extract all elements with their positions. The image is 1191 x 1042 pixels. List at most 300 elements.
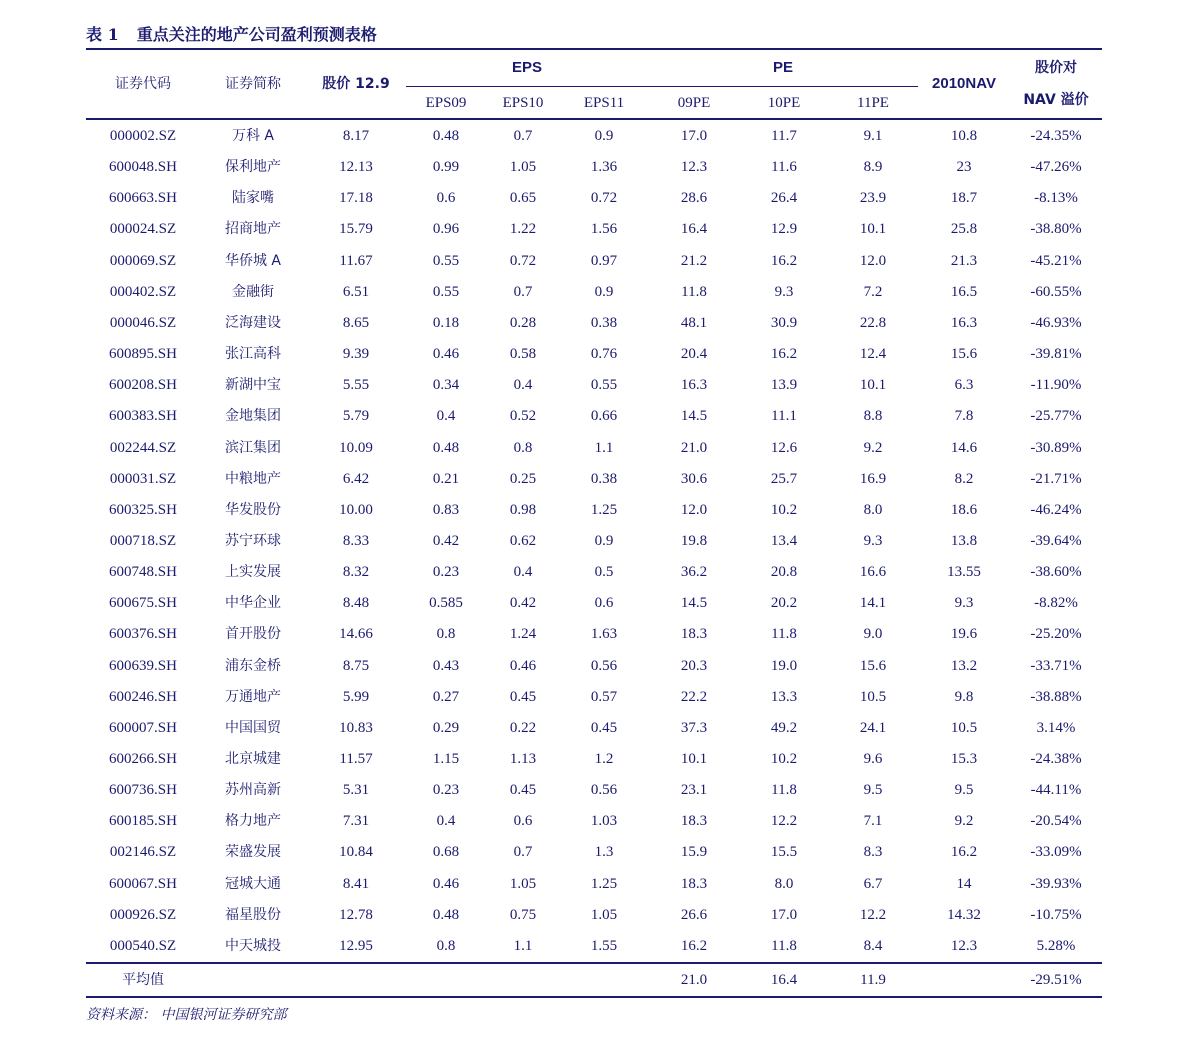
cell-pe10: 19.0 xyxy=(770,658,798,674)
average-pe09: 21.0 xyxy=(680,972,708,988)
cell-pe10: 11.1 xyxy=(771,408,797,424)
cell-pe11: 7.2 xyxy=(863,284,883,300)
cell-code: 600185.SH xyxy=(109,813,177,829)
cell-name: 冠城大通 xyxy=(225,876,281,892)
cell-eps10: 0.4 xyxy=(513,377,533,393)
cell-name: 苏宁环球 xyxy=(225,533,281,549)
cell-premium: 3.14% xyxy=(1036,720,1076,736)
cell-pe09: 17.0 xyxy=(680,128,708,144)
cell-eps09: 0.8 xyxy=(436,626,456,642)
cell-eps11: 1.03 xyxy=(590,813,618,829)
cell-pe11: 10.1 xyxy=(859,377,887,393)
cell-eps10: 0.4 xyxy=(513,564,533,580)
header-eps09: EPS09 xyxy=(425,95,467,111)
cell-name: 福星股份 xyxy=(225,907,281,923)
cell-eps11: 0.9 xyxy=(594,128,614,144)
cell-pe09: 12.3 xyxy=(680,159,708,175)
cell-pe10: 12.9 xyxy=(770,221,798,237)
cell-eps11: 0.38 xyxy=(590,315,618,331)
cell-eps09: 0.99 xyxy=(432,159,460,175)
header-eps-group: EPS xyxy=(511,59,542,76)
cell-premium: -46.24% xyxy=(1030,502,1082,518)
cell-premium: -33.09% xyxy=(1030,844,1082,860)
table-title xyxy=(86,22,377,45)
cell-code: 600246.SH xyxy=(109,689,177,705)
cell-eps09: 0.23 xyxy=(432,782,460,798)
cell-pe11: 9.0 xyxy=(863,626,883,642)
cell-code: 000031.SZ xyxy=(109,471,177,487)
cell-eps11: 1.05 xyxy=(590,907,618,923)
cell-code: 600639.SH xyxy=(109,658,177,674)
cell-nav: 18.6 xyxy=(950,502,978,518)
cell-price: 5.31 xyxy=(342,782,370,798)
cell-eps11: 0.6 xyxy=(594,595,614,611)
cell-pe09: 18.3 xyxy=(680,813,708,829)
cell-nav: 7.8 xyxy=(954,408,974,424)
cell-name: 金地集团 xyxy=(225,408,281,424)
cell-eps09: 0.43 xyxy=(432,658,460,674)
average-label: 平均值 xyxy=(122,972,164,988)
cell-price: 14.66 xyxy=(339,626,373,642)
cell-code: 600376.SH xyxy=(109,626,177,642)
cell-name: 万通地产 xyxy=(225,689,281,705)
average-pe10: 16.4 xyxy=(770,972,798,988)
cell-pe09: 14.5 xyxy=(680,595,708,611)
cell-eps09: 0.48 xyxy=(432,128,460,144)
cell-eps10: 0.52 xyxy=(509,408,537,424)
cell-price: 5.55 xyxy=(342,377,370,393)
cell-price: 10.00 xyxy=(339,502,373,518)
cell-pe11: 15.6 xyxy=(859,658,887,674)
cell-eps09: 0.55 xyxy=(432,284,460,300)
cell-premium: -38.60% xyxy=(1030,564,1082,580)
cell-pe09: 12.0 xyxy=(680,502,708,518)
cell-code: 600266.SH xyxy=(109,751,177,767)
cell-code: 600048.SH xyxy=(109,159,177,175)
cell-code: 600067.SH xyxy=(109,876,177,892)
cell-premium: -38.88% xyxy=(1030,689,1082,705)
average-premium: -29.51% xyxy=(1030,972,1082,988)
cell-code: 600007.SH xyxy=(109,720,177,736)
cell-code: 600895.SH xyxy=(109,346,177,362)
cell-eps10: 0.45 xyxy=(509,689,537,705)
cell-nav: 18.7 xyxy=(950,190,978,206)
cell-pe11: 24.1 xyxy=(859,720,887,736)
cell-pe11: 8.4 xyxy=(863,938,883,954)
cell-pe11: 23.9 xyxy=(859,190,887,206)
cell-price: 10.84 xyxy=(339,844,373,860)
cell-eps10: 0.58 xyxy=(509,346,537,362)
cell-price: 10.09 xyxy=(339,440,373,456)
cell-nav: 23 xyxy=(956,159,972,175)
cell-name: 万科 A xyxy=(231,128,275,144)
cell-nav: 9.2 xyxy=(954,813,974,829)
cell-pe11: 9.3 xyxy=(863,533,883,549)
cell-premium: -45.21% xyxy=(1030,253,1082,269)
cell-pe09: 15.9 xyxy=(680,844,708,860)
cell-price: 8.48 xyxy=(342,595,370,611)
cell-pe11: 9.2 xyxy=(863,440,883,456)
average-top-rule xyxy=(86,962,1102,964)
cell-nav: 16.5 xyxy=(950,284,978,300)
cell-pe10: 16.2 xyxy=(770,253,798,269)
header-pe-group: PE xyxy=(772,59,793,76)
header-rule xyxy=(86,118,1102,120)
header-pe09: 09PE xyxy=(677,95,711,111)
cell-eps10: 0.62 xyxy=(509,533,537,549)
cell-pe09: 23.1 xyxy=(680,782,708,798)
cell-premium: -33.71% xyxy=(1030,658,1082,674)
cell-pe10: 16.2 xyxy=(770,346,798,362)
cell-eps11: 0.56 xyxy=(590,658,618,674)
cell-eps10: 1.24 xyxy=(509,626,537,642)
cell-pe10: 25.7 xyxy=(770,471,798,487)
cell-eps11: 0.45 xyxy=(590,720,618,736)
cell-nav: 21.3 xyxy=(950,253,978,269)
cell-eps11: 0.38 xyxy=(590,471,618,487)
cell-nav: 15.3 xyxy=(950,751,978,767)
header-premium-line2: NAV 溢价 xyxy=(1023,92,1089,108)
cell-nav: 16.3 xyxy=(950,315,978,331)
cell-nav: 14.6 xyxy=(950,440,978,456)
cell-nav: 13.2 xyxy=(950,658,978,674)
cell-price: 7.31 xyxy=(342,813,370,829)
cell-name: 张江高科 xyxy=(225,346,281,362)
cell-eps10: 1.13 xyxy=(509,751,537,767)
cell-pe09: 16.3 xyxy=(680,377,708,393)
cell-name: 陆家嘴 xyxy=(232,190,274,206)
header-pe10: 10PE xyxy=(767,95,801,111)
cell-pe11: 9.5 xyxy=(863,782,883,798)
cell-premium: -8.13% xyxy=(1034,190,1078,206)
cell-eps10: 0.28 xyxy=(509,315,537,331)
cell-eps11: 0.55 xyxy=(590,377,618,393)
cell-eps10: 0.7 xyxy=(513,284,533,300)
cell-premium: -24.38% xyxy=(1030,751,1082,767)
cell-pe09: 18.3 xyxy=(680,626,708,642)
cell-name: 保利地产 xyxy=(225,159,281,175)
cell-premium: -39.93% xyxy=(1030,876,1082,892)
cell-name: 北京城建 xyxy=(225,751,281,767)
header-pe11: 11PE xyxy=(857,95,889,111)
cell-pe09: 10.1 xyxy=(680,751,708,767)
cell-eps09: 0.585 xyxy=(429,595,463,611)
cell-eps09: 0.48 xyxy=(432,440,460,456)
cell-pe09: 19.8 xyxy=(680,533,708,549)
cell-code: 002146.SZ xyxy=(109,844,177,860)
cell-pe10: 11.8 xyxy=(771,626,797,642)
cell-eps10: 0.7 xyxy=(513,128,533,144)
cell-premium: -24.35% xyxy=(1030,128,1082,144)
source-note: 资料来源： 中国银河证券研究部 xyxy=(86,1007,287,1023)
cell-pe11: 9.1 xyxy=(863,128,883,144)
cell-eps09: 0.6 xyxy=(436,190,456,206)
cell-price: 5.99 xyxy=(342,689,370,705)
cell-eps11: 1.25 xyxy=(590,502,618,518)
cell-eps10: 1.05 xyxy=(509,876,537,892)
cell-pe10: 20.8 xyxy=(770,564,798,580)
cell-pe09: 37.3 xyxy=(680,720,708,736)
cell-name: 中国国贸 xyxy=(225,720,281,736)
cell-eps10: 0.8 xyxy=(513,440,533,456)
cell-code: 600675.SH xyxy=(109,595,177,611)
cell-code: 600663.SH xyxy=(109,190,177,206)
top-rule xyxy=(86,48,1102,50)
cell-premium: -38.80% xyxy=(1030,221,1082,237)
cell-pe11: 8.0 xyxy=(863,502,883,518)
cell-pe11: 16.6 xyxy=(859,564,887,580)
cell-eps10: 0.46 xyxy=(509,658,537,674)
cell-eps11: 1.55 xyxy=(590,938,618,954)
cell-nav: 9.3 xyxy=(954,595,974,611)
cell-code: 600748.SH xyxy=(109,564,177,580)
cell-pe09: 36.2 xyxy=(680,564,708,580)
table-number: 表 1 xyxy=(86,25,119,44)
cell-nav: 9.5 xyxy=(954,782,974,798)
cell-price: 8.33 xyxy=(342,533,370,549)
cell-eps11: 0.72 xyxy=(590,190,618,206)
cell-price: 9.39 xyxy=(342,346,370,362)
cell-eps09: 0.4 xyxy=(436,408,456,424)
cell-pe10: 12.2 xyxy=(770,813,798,829)
cell-name: 上实发展 xyxy=(225,564,281,580)
cell-nav: 10.5 xyxy=(950,720,978,736)
cell-pe11: 10.1 xyxy=(859,221,887,237)
cell-pe09: 48.1 xyxy=(680,315,708,331)
cell-pe11: 22.8 xyxy=(859,315,887,331)
cell-nav: 13.55 xyxy=(947,564,981,580)
cell-nav: 25.8 xyxy=(950,221,978,237)
cell-pe09: 28.6 xyxy=(680,190,708,206)
cell-price: 12.13 xyxy=(339,159,373,175)
cell-pe09: 22.2 xyxy=(680,689,708,705)
cell-pe09: 14.5 xyxy=(680,408,708,424)
cell-nav: 8.2 xyxy=(954,471,974,487)
cell-pe11: 12.0 xyxy=(859,253,887,269)
cell-premium: -44.11% xyxy=(1030,782,1082,798)
cell-premium: -25.20% xyxy=(1030,626,1082,642)
cell-pe10: 20.2 xyxy=(770,595,798,611)
header-price: 股价 12.9 xyxy=(322,76,390,92)
cell-pe10: 12.6 xyxy=(770,440,798,456)
cell-pe10: 13.9 xyxy=(770,377,798,393)
cell-name: 苏州高新 xyxy=(225,782,281,798)
cell-pe10: 11.6 xyxy=(771,159,797,175)
cell-premium: -60.55% xyxy=(1030,284,1082,300)
cell-pe09: 26.6 xyxy=(680,907,708,923)
cell-eps09: 0.21 xyxy=(432,471,460,487)
cell-eps10: 0.65 xyxy=(509,190,537,206)
cell-eps11: 1.2 xyxy=(594,751,614,767)
cell-pe10: 10.2 xyxy=(770,751,798,767)
cell-pe10: 10.2 xyxy=(770,502,798,518)
cell-nav: 10.8 xyxy=(950,128,978,144)
cell-name: 首开股份 xyxy=(225,626,281,642)
cell-eps11: 1.25 xyxy=(590,876,618,892)
cell-premium: -47.26% xyxy=(1030,159,1082,175)
cell-pe11: 9.6 xyxy=(863,751,883,767)
cell-eps10: 0.22 xyxy=(509,720,537,736)
cell-name: 招商地产 xyxy=(225,221,281,237)
header-eps10: EPS10 xyxy=(502,95,544,111)
cell-eps09: 0.27 xyxy=(432,689,460,705)
cell-pe10: 13.4 xyxy=(770,533,798,549)
cell-price: 11.67 xyxy=(339,253,373,269)
cell-price: 6.42 xyxy=(342,471,370,487)
cell-eps10: 1.1 xyxy=(513,938,533,954)
cell-eps10: 1.05 xyxy=(509,159,537,175)
cell-code: 002244.SZ xyxy=(109,440,177,456)
cell-price: 8.65 xyxy=(342,315,370,331)
cell-code: 000926.SZ xyxy=(109,907,177,923)
cell-premium: 5.28% xyxy=(1036,938,1076,954)
cell-premium: -11.90% xyxy=(1030,377,1082,393)
cell-eps11: 1.1 xyxy=(594,440,614,456)
cell-code: 000002.SZ xyxy=(109,128,177,144)
cell-pe11: 12.2 xyxy=(859,907,887,923)
cell-eps09: 0.68 xyxy=(432,844,460,860)
header-code: 证券代码 xyxy=(115,76,171,92)
cell-eps11: 0.57 xyxy=(590,689,618,705)
cell-pe10: 17.0 xyxy=(770,907,798,923)
cell-nav: 6.3 xyxy=(954,377,974,393)
cell-price: 12.95 xyxy=(339,938,373,954)
cell-price: 10.83 xyxy=(339,720,373,736)
cell-code: 000540.SZ xyxy=(109,938,177,954)
cell-eps11: 0.56 xyxy=(590,782,618,798)
pe-group-rule xyxy=(648,86,918,87)
cell-premium: -10.75% xyxy=(1030,907,1082,923)
cell-pe10: 13.3 xyxy=(770,689,798,705)
cell-eps10: 0.98 xyxy=(509,502,537,518)
cell-eps11: 0.5 xyxy=(594,564,614,580)
cell-pe10: 15.5 xyxy=(770,844,798,860)
cell-nav: 12.3 xyxy=(950,938,978,954)
bottom-rule xyxy=(86,996,1102,998)
cell-nav: 16.2 xyxy=(950,844,978,860)
cell-eps09: 0.29 xyxy=(432,720,460,736)
cell-pe10: 49.2 xyxy=(770,720,798,736)
cell-price: 5.79 xyxy=(342,408,370,424)
cell-nav: 13.8 xyxy=(950,533,978,549)
cell-price: 15.79 xyxy=(339,221,373,237)
cell-name: 格力地产 xyxy=(225,813,281,829)
cell-pe11: 16.9 xyxy=(859,471,887,487)
cell-premium: -46.93% xyxy=(1030,315,1082,331)
cell-eps10: 0.72 xyxy=(509,253,537,269)
cell-premium: -20.54% xyxy=(1030,813,1082,829)
cell-pe11: 10.5 xyxy=(859,689,887,705)
cell-name: 中粮地产 xyxy=(225,471,281,487)
cell-eps11: 1.3 xyxy=(594,844,614,860)
cell-pe11: 7.1 xyxy=(863,813,883,829)
cell-price: 12.78 xyxy=(339,907,373,923)
cell-eps09: 1.15 xyxy=(432,751,460,767)
cell-pe09: 20.4 xyxy=(680,346,708,362)
cell-eps09: 0.8 xyxy=(436,938,456,954)
cell-pe09: 21.2 xyxy=(680,253,708,269)
cell-price: 8.41 xyxy=(342,876,370,892)
cell-price: 8.75 xyxy=(342,658,370,674)
cell-premium: -25.77% xyxy=(1030,408,1082,424)
cell-nav: 14.32 xyxy=(947,907,981,923)
cell-eps09: 0.42 xyxy=(432,533,460,549)
cell-pe09: 11.8 xyxy=(681,284,707,300)
header-eps11: EPS11 xyxy=(583,95,625,111)
cell-price: 8.17 xyxy=(342,128,370,144)
cell-code: 000069.SZ xyxy=(109,253,177,269)
cell-nav: 9.8 xyxy=(954,689,974,705)
cell-code: 000046.SZ xyxy=(109,315,177,331)
cell-eps11: 0.97 xyxy=(590,253,618,269)
cell-pe09: 21.0 xyxy=(680,440,708,456)
cell-eps09: 0.18 xyxy=(432,315,460,331)
cell-eps10: 0.75 xyxy=(509,907,537,923)
cell-eps09: 0.23 xyxy=(432,564,460,580)
cell-price: 17.18 xyxy=(339,190,373,206)
cell-pe11: 14.1 xyxy=(859,595,887,611)
cell-price: 6.51 xyxy=(342,284,370,300)
cell-eps09: 0.55 xyxy=(432,253,460,269)
cell-eps09: 0.46 xyxy=(432,876,460,892)
cell-eps09: 0.83 xyxy=(432,502,460,518)
cell-pe09: 18.3 xyxy=(680,876,708,892)
cell-nav: 15.6 xyxy=(950,346,978,362)
table-title-text: 重点关注的地产公司盈利预测表格 xyxy=(136,25,377,44)
cell-name: 中华企业 xyxy=(225,595,281,611)
cell-name: 华侨城 A xyxy=(224,253,282,269)
cell-name: 荣盛发展 xyxy=(225,844,281,860)
cell-eps10: 1.22 xyxy=(509,221,537,237)
cell-pe11: 8.8 xyxy=(863,408,883,424)
cell-name: 浦东金桥 xyxy=(225,658,281,674)
cell-name: 新湖中宝 xyxy=(225,377,281,393)
cell-premium: -39.64% xyxy=(1030,533,1082,549)
cell-premium: -8.82% xyxy=(1034,595,1078,611)
cell-eps11: 1.36 xyxy=(590,159,618,175)
cell-pe10: 8.0 xyxy=(774,876,794,892)
header-name: 证券简称 xyxy=(225,76,281,92)
cell-pe10: 11.8 xyxy=(771,938,797,954)
eps-group-rule xyxy=(406,86,648,87)
cell-eps10: 0.45 xyxy=(509,782,537,798)
cell-pe09: 16.4 xyxy=(680,221,708,237)
cell-premium: -39.81% xyxy=(1030,346,1082,362)
cell-code: 000402.SZ xyxy=(109,284,177,300)
cell-eps09: 0.46 xyxy=(432,346,460,362)
cell-pe11: 6.7 xyxy=(863,876,883,892)
cell-code: 000718.SZ xyxy=(109,533,177,549)
cell-pe10: 11.8 xyxy=(771,782,797,798)
cell-eps10: 0.6 xyxy=(513,813,533,829)
cell-price: 11.57 xyxy=(339,751,373,767)
header-premium-line1: 股价对 xyxy=(1035,60,1077,76)
cell-pe10: 26.4 xyxy=(770,190,798,206)
cell-pe11: 12.4 xyxy=(859,346,887,362)
cell-pe10: 9.3 xyxy=(774,284,794,300)
cell-price: 8.32 xyxy=(342,564,370,580)
cell-code: 000024.SZ xyxy=(109,221,177,237)
header-nav: 2010NAV xyxy=(932,75,996,92)
cell-eps10: 0.7 xyxy=(513,844,533,860)
cell-name: 滨江集团 xyxy=(225,440,281,456)
cell-eps10: 0.25 xyxy=(509,471,537,487)
cell-eps11: 0.9 xyxy=(594,533,614,549)
cell-pe10: 11.7 xyxy=(771,128,797,144)
cell-eps10: 0.42 xyxy=(509,595,537,611)
cell-code: 600736.SH xyxy=(109,782,177,798)
cell-name: 华发股份 xyxy=(225,502,281,518)
